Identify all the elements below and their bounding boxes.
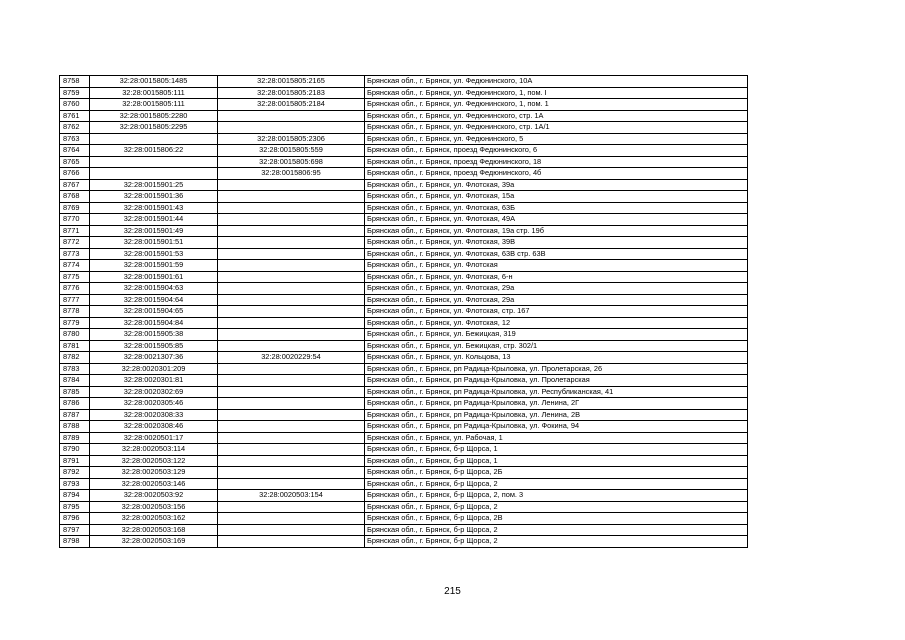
building-cadastral-number-cell <box>218 478 365 490</box>
row-number-cell: 8778 <box>60 306 90 318</box>
row-number-cell: 8784 <box>60 375 90 387</box>
row-number-cell: 8780 <box>60 329 90 341</box>
building-cadastral-number-cell <box>218 306 365 318</box>
table-row <box>60 398 748 410</box>
address-cell: Брянская обл., г. Брянск, рп Радица-Крыловка, ул. Республиканская, 41 <box>365 386 748 398</box>
cadastral-number-cell: 32:28:0020503:162 <box>90 513 218 525</box>
address-cell: Брянская обл., г. Брянск, рп Радица-Крыловка, ул. Пролетарская <box>365 375 748 387</box>
cadastral-number-cell: 32:28:0015901:53 <box>90 248 218 260</box>
building-cadastral-number-cell <box>218 214 365 226</box>
cadastral-number-cell: 32:28:0021307:36 <box>90 352 218 364</box>
table-row <box>60 363 748 375</box>
cadastral-number-cell: 32:28:0020503:169 <box>90 536 218 548</box>
cadastral-number-cell: 32:28:0015806:22 <box>90 145 218 157</box>
cadastral-number-cell: 32:28:0015905:38 <box>90 329 218 341</box>
cadastral-number-cell: 32:28:0020301:81 <box>90 375 218 387</box>
cadastral-number-cell: 32:28:0015904:64 <box>90 294 218 306</box>
address-cell: Брянская обл., г. Брянск, ул. Федюнинского, 5 <box>365 133 748 145</box>
cadastral-number-cell: 32:28:0015901:43 <box>90 202 218 214</box>
row-number-cell: 8785 <box>60 386 90 398</box>
row-number-cell: 8790 <box>60 444 90 456</box>
building-cadastral-number-cell <box>218 375 365 387</box>
address-cell: Брянская обл., г. Брянск, ул. Флотская, 12 <box>365 317 748 329</box>
table-row <box>60 179 748 191</box>
row-number-cell: 8760 <box>60 99 90 111</box>
cadastral-number-cell: 32:28:0015901:61 <box>90 271 218 283</box>
row-number-cell: 8775 <box>60 271 90 283</box>
address-cell: Брянская обл., г. Брянск, ул. Флотская, 39а <box>365 179 748 191</box>
building-cadastral-number-cell <box>218 202 365 214</box>
building-cadastral-number-cell: 32:28:0015805:2183 <box>218 87 365 99</box>
address-cell: Брянская обл., г. Брянск, проезд Федюнинского, 6 <box>365 145 748 157</box>
table-row <box>60 478 748 490</box>
address-cell: Брянская обл., г. Брянск, б-р Щорса, 2Б <box>365 467 748 479</box>
table-row <box>60 145 748 157</box>
row-number-cell: 8759 <box>60 87 90 99</box>
table-row <box>60 467 748 479</box>
table-row <box>60 340 748 352</box>
cadastral-number-cell: 32:28:0015901:44 <box>90 214 218 226</box>
table-body <box>60 76 748 548</box>
table-row <box>60 524 748 536</box>
table-row <box>60 202 748 214</box>
cadastral-number-cell: 32:28:0020305:46 <box>90 398 218 410</box>
table-row <box>60 191 748 203</box>
building-cadastral-number-cell <box>218 179 365 191</box>
table-row <box>60 490 748 502</box>
row-number-cell: 8779 <box>60 317 90 329</box>
table-row <box>60 329 748 341</box>
table-row <box>60 421 748 433</box>
cadastral-number-cell: 32:28:0015805:1485 <box>90 76 218 88</box>
row-number-cell: 8771 <box>60 225 90 237</box>
building-cadastral-number-cell <box>218 237 365 249</box>
address-cell: Брянская обл., г. Брянск, ул. Флотская, 63В стр. 63В <box>365 248 748 260</box>
address-cell: Брянская обл., г. Брянск, проезд Федюнинского, 18 <box>365 156 748 168</box>
address-cell: Брянская обл., г. Брянск, ул. Флотская, 15а <box>365 191 748 203</box>
building-cadastral-number-cell: 32:28:0020229:54 <box>218 352 365 364</box>
building-cadastral-number-cell <box>218 271 365 283</box>
row-number-cell: 8792 <box>60 467 90 479</box>
address-cell: Брянская обл., г. Брянск, ул. Флотская, 63Б <box>365 202 748 214</box>
address-cell: Брянская обл., г. Брянск, б-р Щорса, 2 <box>365 524 748 536</box>
cadastral-number-cell: 32:28:0015805:111 <box>90 99 218 111</box>
row-number-cell: 8768 <box>60 191 90 203</box>
cadastral-number-cell: 32:28:0015901:51 <box>90 237 218 249</box>
cadastral-number-cell <box>90 168 218 180</box>
row-number-cell: 8796 <box>60 513 90 525</box>
address-cell: Брянская обл., г. Брянск, б-р Щорса, 2 <box>365 478 748 490</box>
building-cadastral-number-cell <box>218 317 365 329</box>
address-cell: Брянская обл., г. Брянск, рп Радица-Крыловка, ул. Ленина, 2Г <box>365 398 748 410</box>
row-number-cell: 8793 <box>60 478 90 490</box>
building-cadastral-number-cell <box>218 363 365 375</box>
row-number-cell: 8762 <box>60 122 90 134</box>
table-row <box>60 110 748 122</box>
row-number-cell: 8791 <box>60 455 90 467</box>
address-cell: Брянская обл., г. Брянск, ул. Федюнинского, стр. 1А <box>365 110 748 122</box>
cadastral-number-cell <box>90 133 218 145</box>
table-row <box>60 260 748 272</box>
table-row <box>60 294 748 306</box>
address-cell: Брянская обл., г. Брянск, б-р Щорса, 2, пом. 3 <box>365 490 748 502</box>
table-row <box>60 352 748 364</box>
address-cell: Брянская обл., г. Брянск, рп Радица-Крыловка, ул. Пролетарская, 26 <box>365 363 748 375</box>
table-row <box>60 214 748 226</box>
building-cadastral-number-cell: 32:28:0015805:2306 <box>218 133 365 145</box>
building-cadastral-number-cell <box>218 386 365 398</box>
cadastral-number-cell: 32:28:0015904:63 <box>90 283 218 295</box>
cadastral-number-cell: 32:28:0020503:156 <box>90 501 218 513</box>
row-number-cell: 8773 <box>60 248 90 260</box>
building-cadastral-number-cell: 32:28:0015805:2165 <box>218 76 365 88</box>
address-cell: Брянская обл., г. Брянск, б-р Щорса, 1 <box>365 455 748 467</box>
building-cadastral-number-cell <box>218 536 365 548</box>
cadastral-number-cell: 32:28:0020503:114 <box>90 444 218 456</box>
building-cadastral-number-cell <box>218 421 365 433</box>
row-number-cell: 8798 <box>60 536 90 548</box>
table-row <box>60 306 748 318</box>
row-number-cell: 8795 <box>60 501 90 513</box>
cadastral-number-cell: 32:28:0020308:33 <box>90 409 218 421</box>
building-cadastral-number-cell: 32:28:0015805:2184 <box>218 99 365 111</box>
cadastral-number-cell: 32:28:0015805:111 <box>90 87 218 99</box>
row-number-cell: 8774 <box>60 260 90 272</box>
row-number-cell: 8766 <box>60 168 90 180</box>
building-cadastral-number-cell: 32:28:0020503:154 <box>218 490 365 502</box>
cadastral-number-cell: 32:28:0015901:25 <box>90 179 218 191</box>
table-row <box>60 455 748 467</box>
row-number-cell: 8765 <box>60 156 90 168</box>
table-row <box>60 87 748 99</box>
address-cell: Брянская обл., г. Брянск, рп Радица-Крыловка, ул. Фокина, 94 <box>365 421 748 433</box>
address-cell: Брянская обл., г. Брянск, ул. Флотская, стр. 167 <box>365 306 748 318</box>
row-number-cell: 8767 <box>60 179 90 191</box>
address-cell: Брянская обл., г. Брянск, ул. Флотская, 29а <box>365 294 748 306</box>
table-row <box>60 225 748 237</box>
cadastral-number-cell: 32:28:0015901:59 <box>90 260 218 272</box>
row-number-cell: 8788 <box>60 421 90 433</box>
building-cadastral-number-cell: 32:28:0015805:559 <box>218 145 365 157</box>
row-number-cell: 8782 <box>60 352 90 364</box>
address-cell: Брянская обл., г. Брянск, ул. Флотская, 19а стр. 19б <box>365 225 748 237</box>
cadastral-number-cell: 32:28:0020301:209 <box>90 363 218 375</box>
cadastral-number-cell: 32:28:0015805:2280 <box>90 110 218 122</box>
table-row <box>60 122 748 134</box>
row-number-cell: 8769 <box>60 202 90 214</box>
cadastral-number-cell: 32:28:0020501:17 <box>90 432 218 444</box>
address-cell: Брянская обл., г. Брянск, ул. Федюнинского, 1, пом. I <box>365 87 748 99</box>
address-cell: Брянская обл., г. Брянск, б-р Щорса, 2 <box>365 501 748 513</box>
address-cell: Брянская обл., г. Брянск, ул. Флотская, 29а <box>365 283 748 295</box>
address-cell: Брянская обл., г. Брянск, ул. Федюнинского, 10А <box>365 76 748 88</box>
row-number-cell: 8781 <box>60 340 90 352</box>
cadastral-number-cell: 32:28:0020503:146 <box>90 478 218 490</box>
building-cadastral-number-cell: 32:28:0015806:95 <box>218 168 365 180</box>
row-number-cell: 8776 <box>60 283 90 295</box>
address-cell: Брянская обл., г. Брянск, проезд Федюнинского, 4б <box>365 168 748 180</box>
building-cadastral-number-cell <box>218 225 365 237</box>
cadastral-number-cell: 32:28:0020302:69 <box>90 386 218 398</box>
building-cadastral-number-cell <box>218 524 365 536</box>
table-row <box>60 283 748 295</box>
building-cadastral-number-cell <box>218 455 365 467</box>
row-number-cell: 8758 <box>60 76 90 88</box>
building-cadastral-number-cell <box>218 432 365 444</box>
address-cell: Брянская обл., г. Брянск, ул. Флотская, 49А <box>365 214 748 226</box>
cadastral-number-cell <box>90 156 218 168</box>
cadastral-number-cell: 32:28:0015901:36 <box>90 191 218 203</box>
building-cadastral-number-cell <box>218 191 365 203</box>
address-cell: Брянская обл., г. Брянск, ул. Флотская, 6-н <box>365 271 748 283</box>
table-row <box>60 133 748 145</box>
building-cadastral-number-cell <box>218 444 365 456</box>
table-row <box>60 501 748 513</box>
building-cadastral-number-cell: 32:28:0015805:698 <box>218 156 365 168</box>
row-number-cell: 8764 <box>60 145 90 157</box>
row-number-cell: 8783 <box>60 363 90 375</box>
row-number-cell: 8772 <box>60 237 90 249</box>
row-number-cell: 8787 <box>60 409 90 421</box>
address-cell: Брянская обл., г. Брянск, б-р Щорса, 2В <box>365 513 748 525</box>
table-row <box>60 513 748 525</box>
cadastral-number-cell: 32:28:0015904:65 <box>90 306 218 318</box>
building-cadastral-number-cell <box>218 340 365 352</box>
table-row <box>60 237 748 249</box>
address-cell: Брянская обл., г. Брянск, ул. Бежицкая, 319 <box>365 329 748 341</box>
address-cell: Брянская обл., г. Брянск, ул. Федюнинского, стр. 1А/1 <box>365 122 748 134</box>
table-row <box>60 248 748 260</box>
cadastral-number-cell: 32:28:0020503:129 <box>90 467 218 479</box>
table-row <box>60 168 748 180</box>
address-cell: Брянская обл., г. Брянск, рп Радица-Крыловка, ул. Ленина, 2В <box>365 409 748 421</box>
building-cadastral-number-cell <box>218 398 365 410</box>
row-number-cell: 8770 <box>60 214 90 226</box>
table-row <box>60 432 748 444</box>
table-row <box>60 271 748 283</box>
row-number-cell: 8797 <box>60 524 90 536</box>
table-row <box>60 317 748 329</box>
address-cell: Брянская обл., г. Брянск, ул. Рабочая, 1 <box>365 432 748 444</box>
address-cell: Брянская обл., г. Брянск, ул. Федюнинского, 1, пом. 1 <box>365 99 748 111</box>
building-cadastral-number-cell <box>218 513 365 525</box>
cadastral-number-cell: 32:28:0015805:2295 <box>90 122 218 134</box>
building-cadastral-number-cell <box>218 329 365 341</box>
cadastral-number-cell: 32:28:0020503:92 <box>90 490 218 502</box>
cadastral-number-cell: 32:28:0020308:46 <box>90 421 218 433</box>
property-table <box>59 75 748 548</box>
cadastral-number-cell: 32:28:0015905:85 <box>90 340 218 352</box>
address-cell: Брянская обл., г. Брянск, ул. Кольцова, 13 <box>365 352 748 364</box>
address-cell: Брянская обл., г. Брянск, б-р Щорса, 1 <box>365 444 748 456</box>
building-cadastral-number-cell <box>218 283 365 295</box>
row-number-cell: 8763 <box>60 133 90 145</box>
row-number-cell: 8761 <box>60 110 90 122</box>
row-number-cell: 8789 <box>60 432 90 444</box>
building-cadastral-number-cell <box>218 409 365 421</box>
row-number-cell: 8777 <box>60 294 90 306</box>
cadastral-number-cell: 32:28:0015901:49 <box>90 225 218 237</box>
building-cadastral-number-cell <box>218 122 365 134</box>
cadastral-number-cell: 32:28:0020503:168 <box>90 524 218 536</box>
address-cell: Брянская обл., г. Брянск, б-р Щорса, 2 <box>365 536 748 548</box>
row-number-cell: 8786 <box>60 398 90 410</box>
table-row <box>60 375 748 387</box>
table-row <box>60 409 748 421</box>
row-number-cell: 8794 <box>60 490 90 502</box>
cadastral-number-cell: 32:28:0015904:84 <box>90 317 218 329</box>
table-row <box>60 386 748 398</box>
cadastral-number-cell: 32:28:0020503:122 <box>90 455 218 467</box>
table-row <box>60 536 748 548</box>
address-cell: Брянская обл., г. Брянск, ул. Флотская <box>365 260 748 272</box>
building-cadastral-number-cell <box>218 501 365 513</box>
page-number: 215 <box>444 586 461 597</box>
building-cadastral-number-cell <box>218 110 365 122</box>
building-cadastral-number-cell <box>218 260 365 272</box>
address-cell: Брянская обл., г. Брянск, ул. Бежицкая, стр. 302/1 <box>365 340 748 352</box>
table-row <box>60 444 748 456</box>
building-cadastral-number-cell <box>218 467 365 479</box>
table-row <box>60 76 748 88</box>
table-row <box>60 156 748 168</box>
building-cadastral-number-cell <box>218 294 365 306</box>
building-cadastral-number-cell <box>218 248 365 260</box>
address-cell: Брянская обл., г. Брянск, ул. Флотская, 39В <box>365 237 748 249</box>
table-row <box>60 99 748 111</box>
